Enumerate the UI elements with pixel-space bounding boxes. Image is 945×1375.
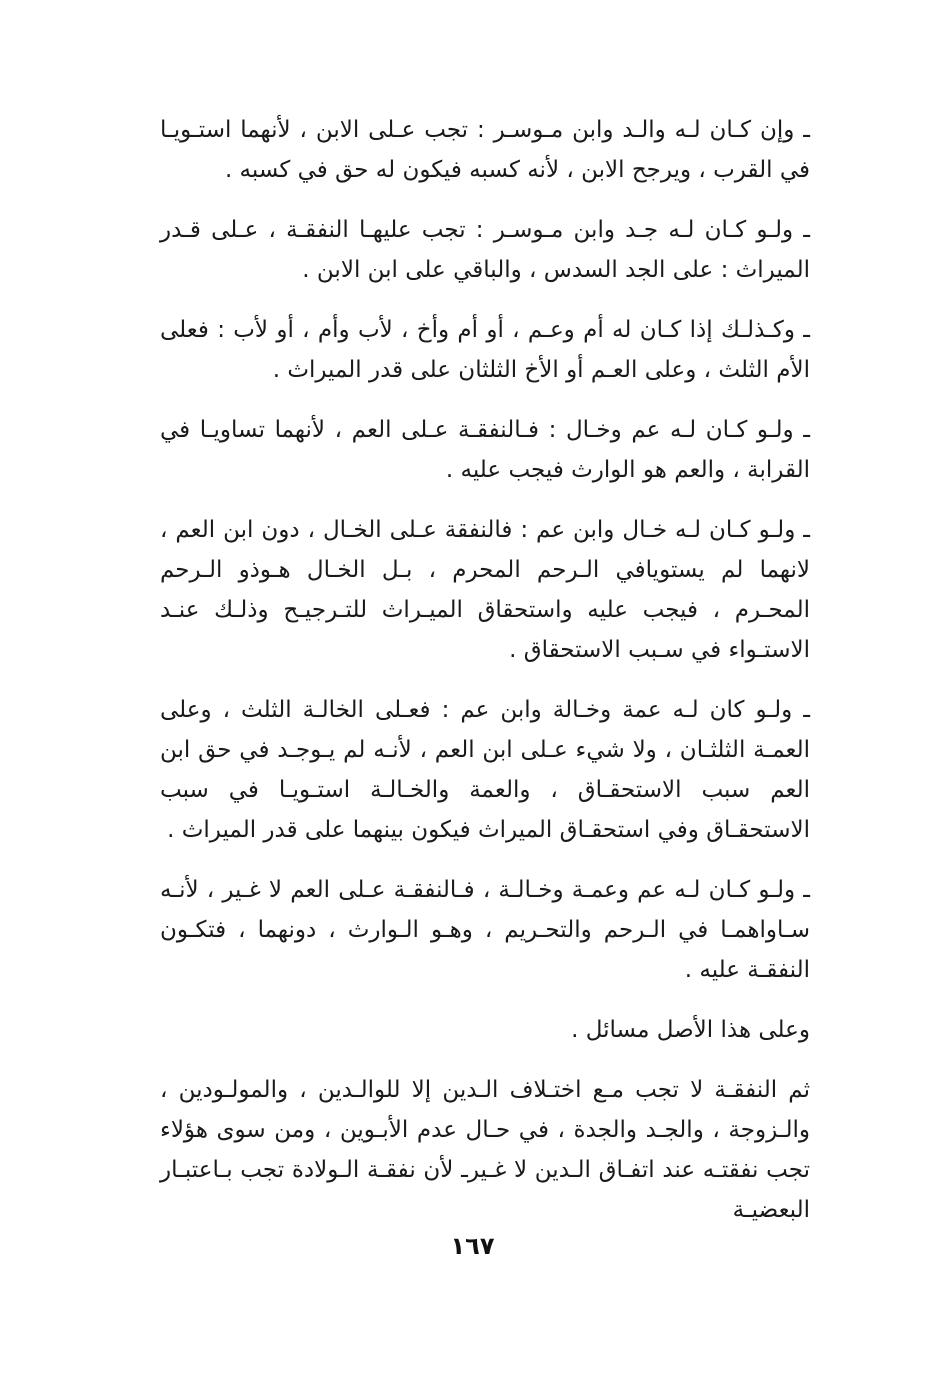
paragraph-3: ـ وكـذلـك إذا كـان له أم وعـم ، أو أم وأخ ، لأب وأم ، أو لأب : فعلى الأم الثلث ، وعلى العـم أو الأخ الثلثان على قدر الميراث .: [160, 317, 810, 383]
paragraph-1: ـ وإن كـان لـه والـد وابن مـوسـر : تجب عـلى الابن ، لأنهما استـويـا في القرب ، ويرجح الابن ، لأنه كسبه فيكون له حق في كسبه .: [160, 117, 810, 183]
paragraph-2: ـ ولـو كـان لـه جـد وابن مـوسـر : تجب عليهـا النفقـة ، عـلى قـدر الميراث : على الجد السدس ، والباقي على ابن الابن .: [160, 217, 810, 283]
paragraph-7: ـ ولـو كـان لـه عم وعمـة وخـالـة ، فـالنفقـة عـلى العم لا غـير ، لأنـه سـاواهمـا في الـرحم والتحـريم ، وهـو الـوارث ، دونهما ، فتكـون النفقـة عليه .: [160, 877, 810, 983]
paragraph-5: ـ ولـو كـان لـه خـال وابن عم : فالنفقة عـلى الخـال ، دون ابن العم ، لانهما لم يستويافي الـرحم المحرم ، بـل الخـال هـوذو الـرحم المحـرم ، فيجب عليه واستحقاق الميـراث للتـرجيـح وذلـك عنـد الاستـواء في سـبب الاستحقاق .: [160, 517, 810, 663]
page-number: ١٦٧: [450, 1232, 495, 1260]
body-text: [160, 110, 810, 1250]
paragraph-9: ثم النفقـة لا تجب مـع اختـلاف الـدين إلا للوالـدين ، والمولـودين ، والـزوجة ، والجـد والجدة ، في حـال عدم الأبـوين ، ومن سوى هؤلاء تجب نفقتـه عند اتفـاق الـدين لا غـيرـ لأن نفقـة الـولادة تجب بـاعتبـار البعضيـة: [160, 1077, 810, 1223]
paragraph-4: ـ ولـو كـان لـه عم وخـال : فـالنفقـة عـلى العم ، لأنهما تساويـا في القرابة ، والعم هو الوارث فيجب عليه .: [160, 417, 810, 483]
paragraph-8: وعلى هذا الأصل مسائل .: [571, 1017, 810, 1043]
paragraph-6: ـ ولـو كان لـه عمة وخـالة وابن عم : فعـلى الخالـة الثلث ، وعلى العمـة الثلثـان ، ولا شيء عـلى ابن العم ، لأنـه لم يـوجـد في حق ابن العم سبب الاستحقـاق ، والعمة والخـالـة استـويـا في سبب الاستحقـاق وفي استحقـاق الميراث فيكون بينهما على قدر الميراث .: [160, 697, 810, 843]
